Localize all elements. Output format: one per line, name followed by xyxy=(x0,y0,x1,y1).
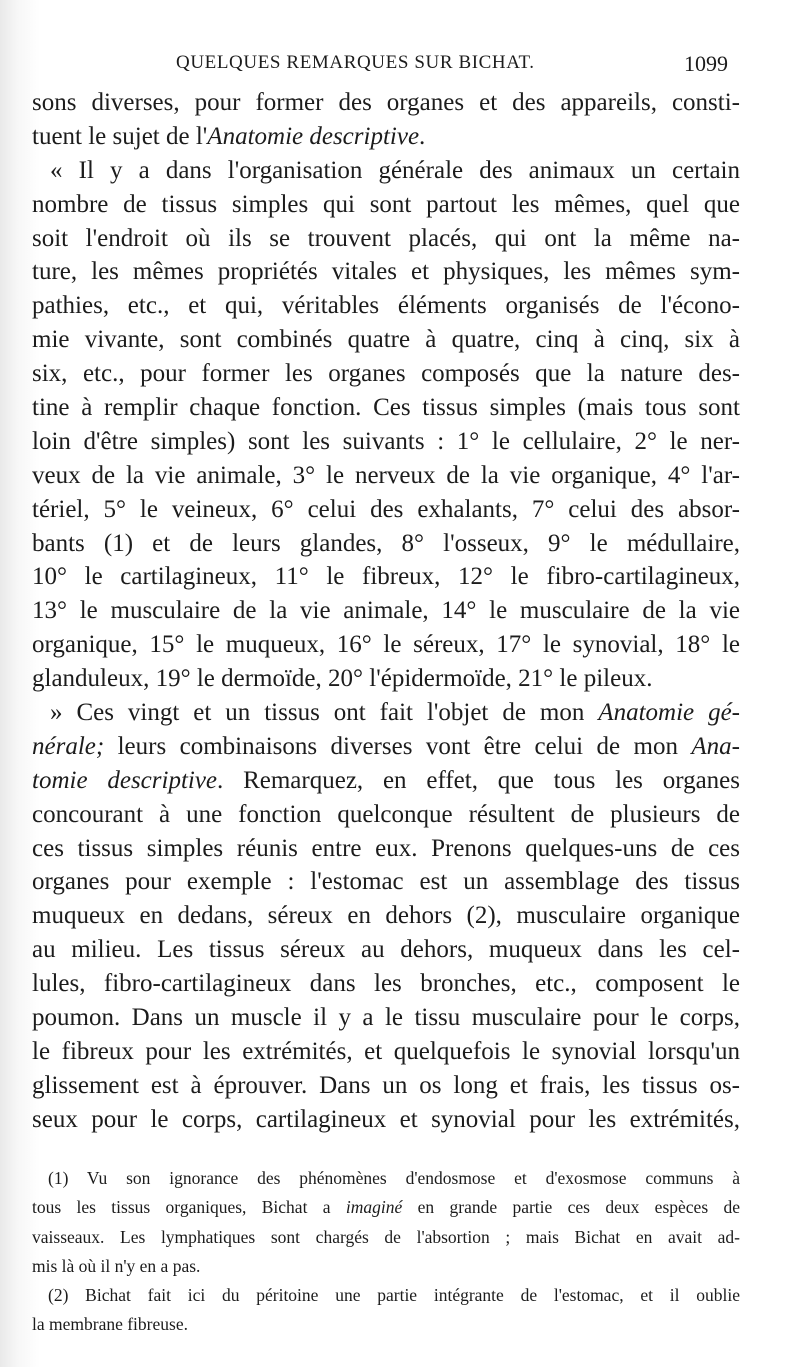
text-run: lules, fibro-cartilagineux dans les bronches, etc., composent le xyxy=(32,970,740,998)
text-line xyxy=(32,798,740,832)
text-line xyxy=(32,323,740,357)
text-line xyxy=(32,391,740,425)
text-run: tériel, 5° le veineux, 6° celui des exhalants, 7° celui des absor- xyxy=(32,495,740,523)
text-run: leurs combinaisons diverses vont être celui de mon xyxy=(104,732,692,760)
text-line xyxy=(32,967,740,1001)
italic-phrase: Ana- xyxy=(691,732,740,760)
italic-phrase: nérale; xyxy=(32,732,105,760)
running-title: QUELQUES REMARQUES SUR BICHAT. xyxy=(176,52,535,73)
text-run: loin d'être simples) sont les suivants : 1° le cellulaire, 2° le ner- xyxy=(32,427,740,455)
text-line xyxy=(32,154,740,188)
footnote-line xyxy=(32,1193,740,1222)
text-line xyxy=(32,1103,740,1137)
footnote-line xyxy=(32,1223,740,1252)
text-run: la membrane fibreuse. xyxy=(32,1314,188,1335)
text-run: tous les tissus organiques, Bichat a xyxy=(32,1197,346,1218)
text-run: . Remarquez, en effet, que tous les organes xyxy=(217,766,740,794)
text-run: (1) Vu son ignorance des phénomènes d'endosmose et d'exosmose communs à xyxy=(48,1168,740,1188)
text-run: pathies, etc., et qui, véritables éléments organisés de l'écono- xyxy=(32,292,740,320)
text-run: six, etc., pour former les organes composés que la nature des- xyxy=(32,360,740,388)
text-run: . xyxy=(419,122,426,150)
text-line xyxy=(32,594,740,628)
text-run: muqueux en dedans, séreux en dehors (2), musculaire organique xyxy=(32,902,740,930)
text-run: seux pour le corps, cartilagineux et synovial pour les extrémités, xyxy=(32,1105,740,1133)
text-line xyxy=(32,628,740,662)
text-run: en grande partie ces deux espèces de xyxy=(402,1197,740,1218)
text-line xyxy=(32,222,740,256)
text-run: veux de la vie animale, 3° le nerveux de la vie organique, 4° l'ar- xyxy=(32,461,740,489)
text-run: poumon. Dans un muscle il y a le tissu musculaire pour le corps, xyxy=(32,1004,740,1032)
text-line xyxy=(32,86,740,120)
text-line xyxy=(32,696,740,730)
text-run: tuent le sujet de l' xyxy=(32,122,208,150)
footnote-line xyxy=(32,1252,740,1281)
text-line xyxy=(32,1001,740,1035)
text-run: soit l'endroit où ils se trouvent placés, qui ont la même na- xyxy=(32,224,740,252)
text-run: « Il y a dans l'organisation générale des animaux un certain xyxy=(50,156,740,184)
text-run: mis là où il n'y en a pas. xyxy=(32,1255,201,1276)
footnote-line xyxy=(32,1281,740,1310)
text-run: nombre de tissus simples qui sont partout les mêmes, quel que xyxy=(32,190,740,218)
footnote-line xyxy=(32,1164,740,1193)
text-line xyxy=(32,459,740,493)
text-run: au milieu. Les tissus séreux au dehors, muqueux dans les cel- xyxy=(32,936,740,964)
text-line xyxy=(32,730,740,764)
text-run: 10° le cartilagineux, 11° le fibreux, 12° le fibro-cartilagineux, xyxy=(32,563,740,591)
main-text xyxy=(32,86,740,1137)
text-line xyxy=(32,764,740,798)
text-line xyxy=(32,662,740,696)
text-line xyxy=(32,1069,740,1103)
text-run: tine à remplir chaque fonction. Ces tissus simples (mais tous sont xyxy=(32,394,740,422)
italic-phrase: Anatomie gé- xyxy=(598,699,740,727)
text-line xyxy=(32,425,740,459)
text-line xyxy=(32,357,740,391)
text-run: (2) Bichat fait ici du péritoine une partie intégrante de l'estomac, et il oublie xyxy=(48,1285,740,1306)
text-line xyxy=(32,289,740,323)
text-run: glissement est à éprouver. Dans un os long et frais, les tissus os- xyxy=(32,1071,740,1099)
text-line xyxy=(32,933,740,967)
text-run: ces tissus simples réunis entre eux. Prenons quelques-uns de ces xyxy=(32,834,740,862)
italic-phrase: imaginé xyxy=(345,1197,403,1218)
text-line xyxy=(32,493,740,527)
text-run: concourant à une fonction quelconque résultent de plusieurs de xyxy=(32,800,740,828)
text-run: organes pour exemple : l'estomac est un assemblage des tissus xyxy=(32,868,740,896)
text-line xyxy=(32,188,740,222)
text-run: organique, 15° le muqueux, 16° le séreux, 17° le synovial, 18° le xyxy=(32,631,740,659)
text-line xyxy=(32,899,740,933)
text-run: sons diverses, pour former des organes et des appareils, consti- xyxy=(32,89,740,116)
text-run: glanduleux, 19° le dermoïde, 20° l'épidermoïde, 21° le pileux. xyxy=(32,665,653,693)
text-run: » Ces vingt et un tissus ont fait l'objet de mon xyxy=(50,699,599,727)
footnote-line xyxy=(32,1310,740,1339)
text-line xyxy=(32,865,740,899)
text-run: mie vivante, sont combinés quatre à quatre, cinq à cinq, six à xyxy=(32,326,740,354)
text-run: ture, les mêmes propriétés vitales et physiques, les mêmes sym- xyxy=(32,258,740,286)
page-header xyxy=(176,52,728,80)
text-line xyxy=(32,527,740,561)
text-run: le fibreux pour les extrémités, et quelquefois le synovial lorsqu'un xyxy=(32,1037,740,1065)
italic-phrase: tomie descriptive xyxy=(32,766,218,794)
text-line xyxy=(32,1035,740,1069)
footnotes xyxy=(32,1164,740,1340)
italic-phrase: Anatomie descriptive xyxy=(207,122,420,150)
text-run: 13° le musculaire de la vie animale, 14° le musculaire de la vie xyxy=(32,597,740,625)
page-number: 1099 xyxy=(684,51,728,76)
text-line xyxy=(32,255,740,289)
text-line xyxy=(32,120,740,154)
text-line xyxy=(32,832,740,866)
text-run: vaisseaux. Les lymphatiques sont chargés de l'absortion ; mais Bichat en avait ad- xyxy=(32,1226,740,1247)
text-run: bants (1) et de leurs glandes, 8° l'osseux, 9° le médullaire, xyxy=(32,529,740,557)
text-line xyxy=(32,560,740,594)
